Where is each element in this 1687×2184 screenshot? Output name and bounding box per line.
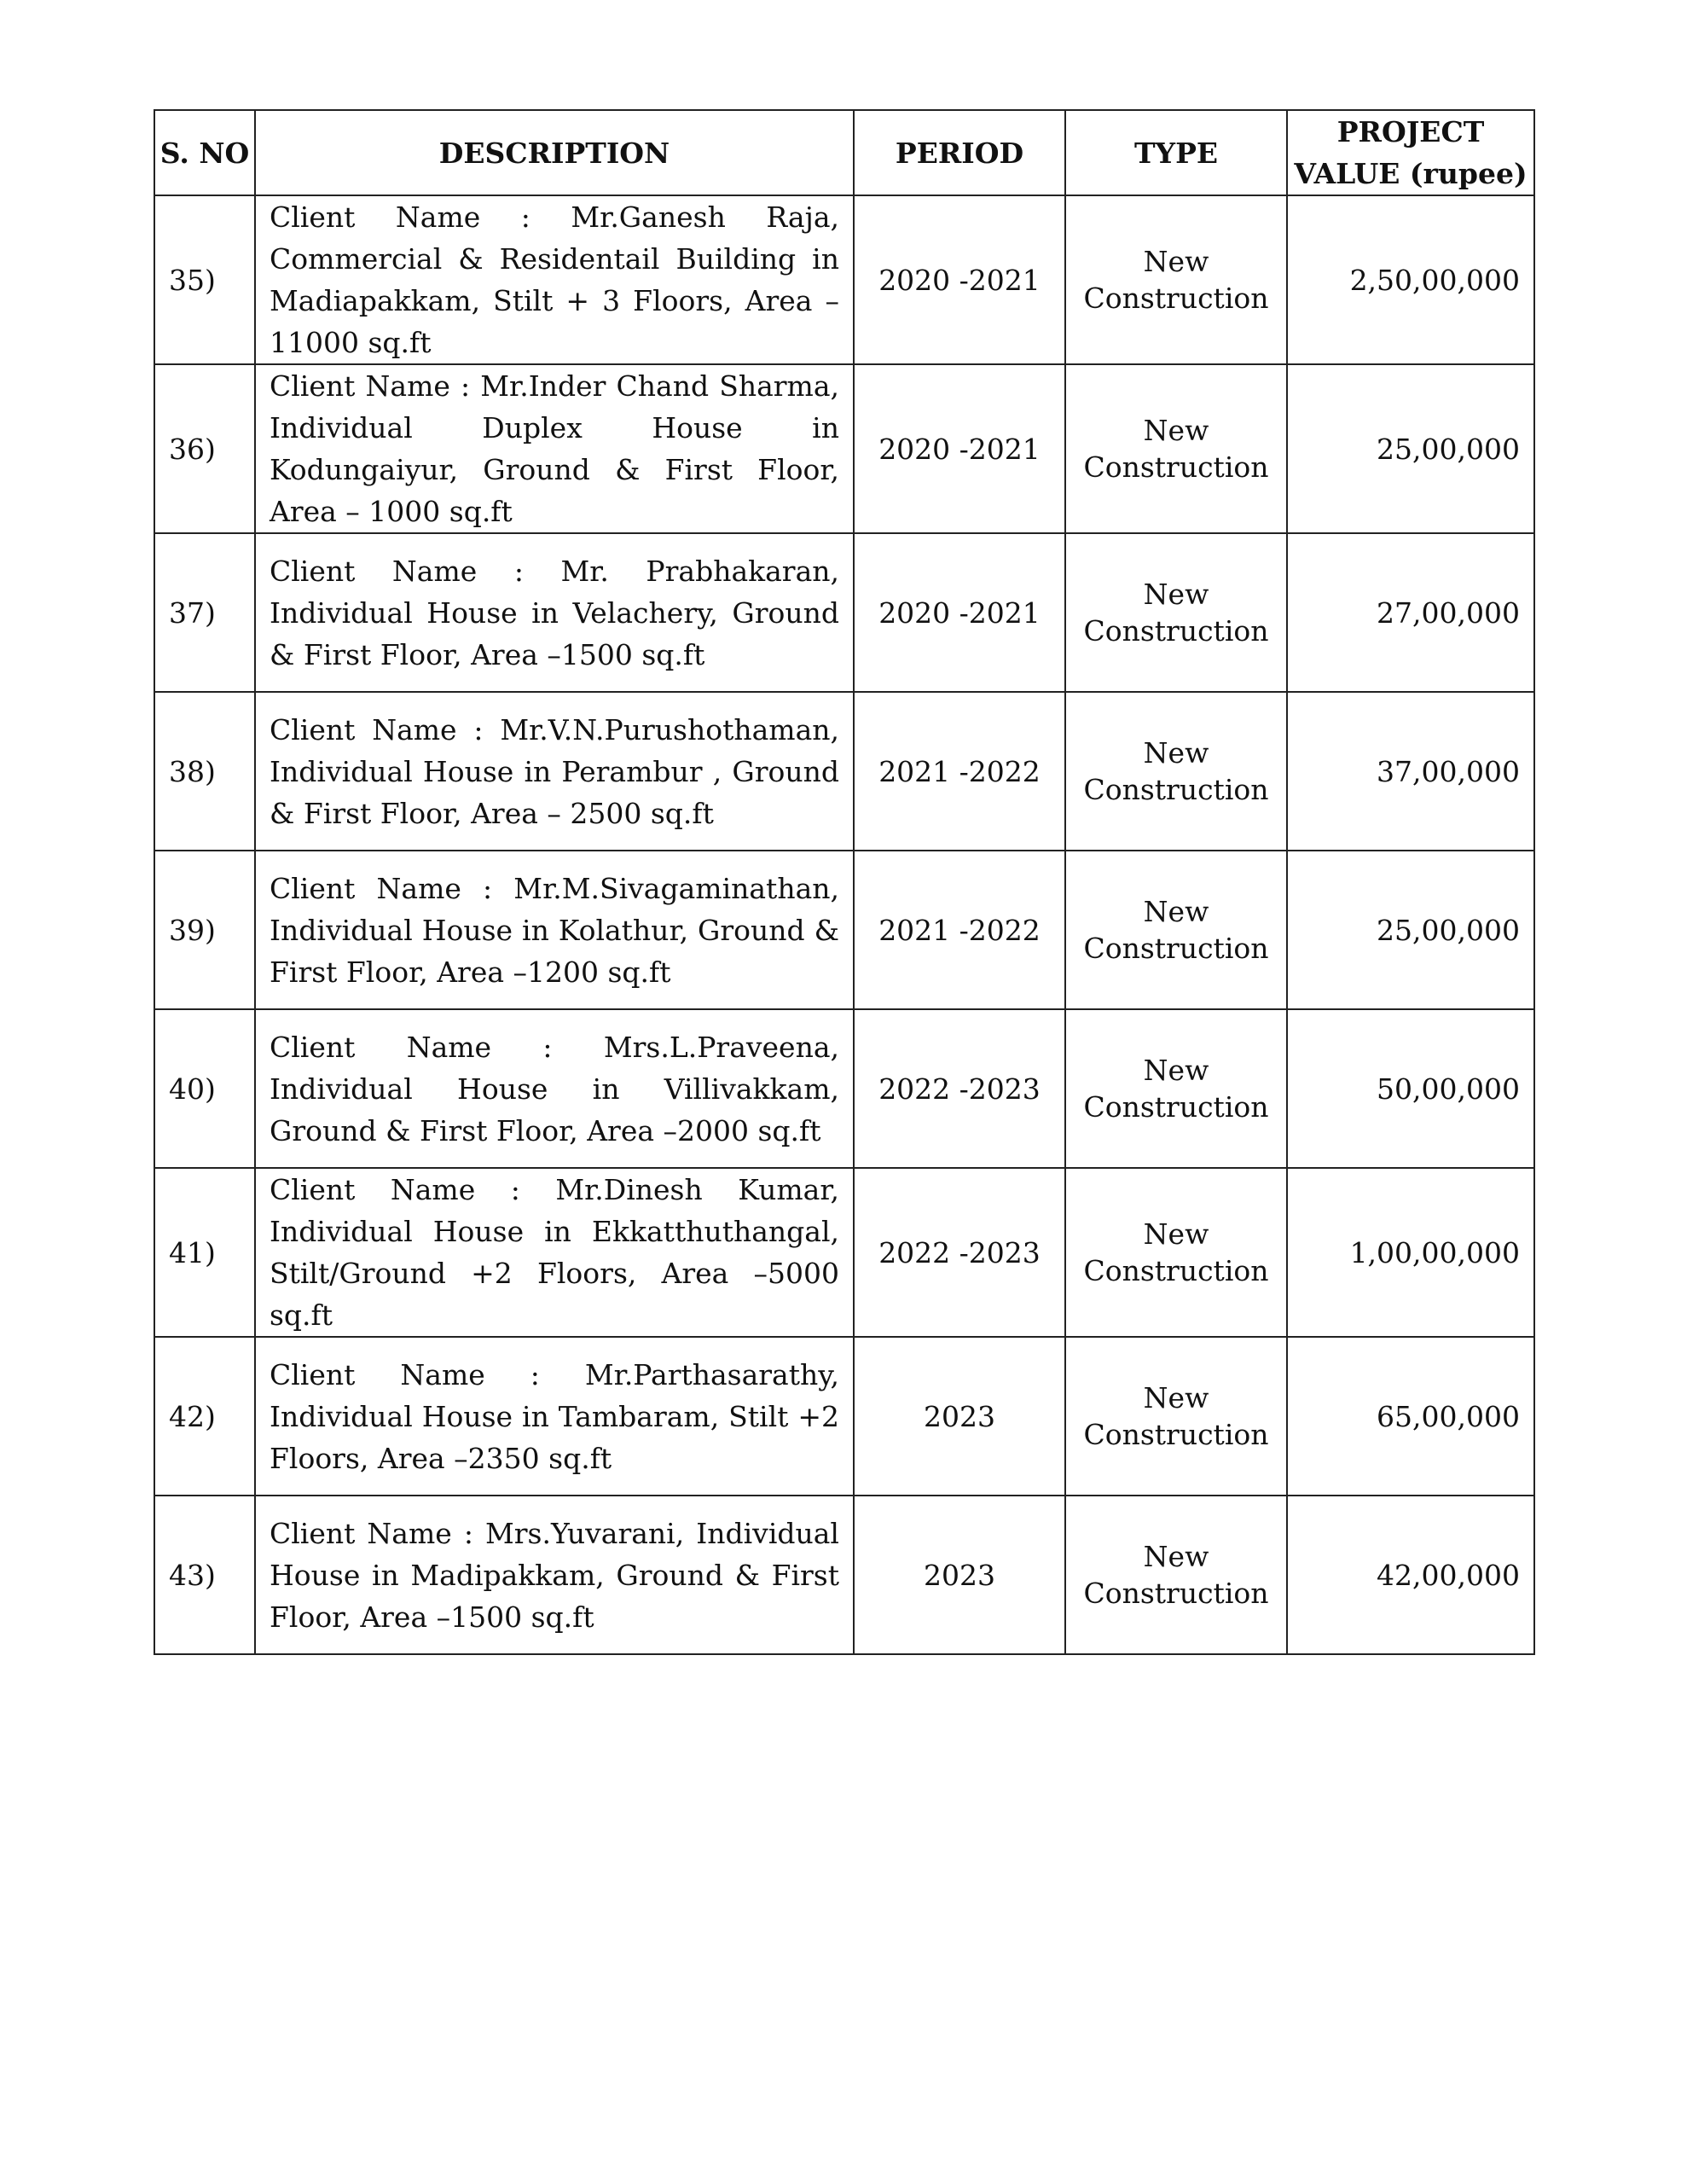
row-project-value: 1,00,00,000 [1287, 1168, 1534, 1337]
header-project-value-line1: PROJECT [1336, 115, 1485, 148]
row-type-line1: New [1143, 1217, 1209, 1251]
table-row [154, 1168, 1534, 1337]
table-row [154, 692, 1534, 851]
row-type-line1: New [1143, 578, 1209, 611]
row-type [1065, 533, 1287, 692]
row-project-value: 2,50,00,000 [1287, 195, 1534, 364]
row-period: 2022 -2023 [854, 1009, 1065, 1168]
row-type [1065, 1009, 1287, 1168]
row-type-line1: New [1143, 414, 1209, 447]
row-project-value: 27,00,000 [1287, 533, 1534, 692]
header-project-value [1287, 110, 1534, 195]
row-sno: 35) [154, 195, 255, 364]
row-type [1065, 1496, 1287, 1654]
header-description: DESCRIPTION [255, 110, 854, 195]
row-type-line2: Construction [1083, 614, 1269, 648]
row-type-line2: Construction [1083, 450, 1269, 484]
row-description: Client Name : Mr.M.Sivagaminathan, Individual House in Kolathur, Ground & First Floor, Area –1200 sq.ft [255, 851, 854, 1009]
row-type-line1: New [1143, 895, 1209, 928]
row-type-line1: New [1143, 1381, 1209, 1414]
row-type [1065, 1168, 1287, 1337]
row-type-line2: Construction [1083, 1254, 1269, 1287]
table-row [154, 195, 1534, 364]
row-project-value: 37,00,000 [1287, 692, 1534, 851]
table-row [154, 851, 1534, 1009]
row-type-line1: New [1143, 1540, 1209, 1573]
row-period: 2023 [854, 1496, 1065, 1654]
table-body [154, 195, 1534, 1654]
row-type-line1: New [1143, 1054, 1209, 1087]
row-period: 2021 -2022 [854, 692, 1065, 851]
header-row [154, 110, 1534, 195]
document-page [154, 109, 1535, 1655]
row-description: Client Name : Mr. Prabhakaran, Individual House in Velachery, Ground & First Floor, Area –1500 sq.ft [255, 533, 854, 692]
row-type [1065, 851, 1287, 1009]
projects-table [154, 109, 1535, 1655]
header-period: PERIOD [854, 110, 1065, 195]
row-period: 2023 [854, 1337, 1065, 1496]
row-type-line1: New [1143, 245, 1209, 278]
row-description: Client Name : Mrs.Yuvarani, Individual House in Madipakkam, Ground & First Floor, Area –1500 sq.ft [255, 1496, 854, 1654]
row-type [1065, 195, 1287, 364]
row-description: Client Name : Mr.Dinesh Kumar, Individual House in Ekkatthuthangal, Stilt/Ground +2 Floors, Area –5000 sq.ft [255, 1168, 854, 1337]
row-project-value: 25,00,000 [1287, 364, 1534, 533]
row-type-line2: Construction [1083, 773, 1269, 806]
row-type-line2: Construction [1083, 282, 1269, 315]
row-period: 2021 -2022 [854, 851, 1065, 1009]
table-header [154, 110, 1534, 195]
table-row [154, 533, 1534, 692]
row-period: 2020 -2021 [854, 533, 1065, 692]
row-sno: 39) [154, 851, 255, 1009]
row-description: Client Name : Mr.Ganesh Raja, Commercial & Residentail Building in Madiapakkam, Stilt + 3 Floors, Area – 11000 sq.ft [255, 195, 854, 364]
table-row [154, 1337, 1534, 1496]
row-description: Client Name : Mr.Inder Chand Sharma, Individual Duplex House in Kodungaiyur, Ground & First Floor, Area – 1000 sq.ft [255, 364, 854, 533]
row-period: 2020 -2021 [854, 364, 1065, 533]
row-sno: 41) [154, 1168, 255, 1337]
header-sno: S. NO [154, 110, 255, 195]
table-row [154, 1496, 1534, 1654]
row-description: Client Name : Mr.V.N.Purushothaman, Individual House in Perambur , Ground & First Floor, Area – 2500 sq.ft [255, 692, 854, 851]
row-sno: 36) [154, 364, 255, 533]
row-type [1065, 692, 1287, 851]
row-type-line2: Construction [1083, 1090, 1269, 1124]
row-sno: 38) [154, 692, 255, 851]
header-project-value-line2: VALUE (rupee) [1294, 157, 1528, 190]
row-period: 2020 -2021 [854, 195, 1065, 364]
row-description: Client Name : Mrs.L.Praveena, Individual House in Villivakkam, Ground & First Floor, Area –2000 sq.ft [255, 1009, 854, 1168]
row-project-value: 42,00,000 [1287, 1496, 1534, 1654]
row-type-line1: New [1143, 736, 1209, 770]
row-project-value: 50,00,000 [1287, 1009, 1534, 1168]
row-type-line2: Construction [1083, 932, 1269, 965]
row-sno: 42) [154, 1337, 255, 1496]
row-project-value: 65,00,000 [1287, 1337, 1534, 1496]
header-type: TYPE [1065, 110, 1287, 195]
row-type-line2: Construction [1083, 1577, 1269, 1610]
row-type [1065, 364, 1287, 533]
row-type [1065, 1337, 1287, 1496]
table-row [154, 364, 1534, 533]
row-period: 2022 -2023 [854, 1168, 1065, 1337]
row-sno: 40) [154, 1009, 255, 1168]
row-type-line2: Construction [1083, 1418, 1269, 1451]
row-description: Client Name : Mr.Parthasarathy, Individual House in Tambaram, Stilt +2 Floors, Area –2350 sq.ft [255, 1337, 854, 1496]
row-project-value: 25,00,000 [1287, 851, 1534, 1009]
row-sno: 37) [154, 533, 255, 692]
row-sno: 43) [154, 1496, 255, 1654]
table-row [154, 1009, 1534, 1168]
